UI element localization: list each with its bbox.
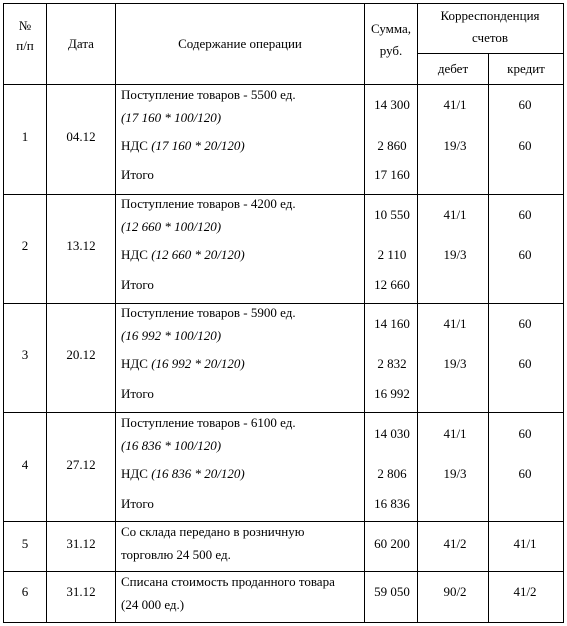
amount-value: 60 200 (374, 536, 410, 551)
debit-account: 41/1 (443, 207, 467, 222)
total-label: Итого (121, 496, 154, 511)
calc-formula: (17 160 * 100/120) (121, 110, 222, 125)
credit-account: 41/2 (513, 584, 537, 599)
amount-value: 2 806 (377, 466, 407, 481)
header-split-line (417, 53, 564, 54)
header-corr-line2: счетов (472, 30, 508, 45)
amount-value: 12 660 (374, 277, 410, 292)
row-divider (3, 303, 564, 304)
vat-formula: (12 660 * 20/120) (151, 247, 245, 262)
column-divider (417, 3, 418, 623)
table-border-bottom (3, 622, 564, 623)
amount-value: 14 300 (374, 97, 410, 112)
header-corr-line1: Корреспонденция (440, 8, 540, 23)
vat-formula: (16 992 * 20/120) (151, 356, 245, 371)
amount-value: 16 992 (374, 386, 410, 401)
debit-account: 19/3 (443, 466, 467, 481)
credit-account: 60 (518, 316, 532, 331)
calc-formula: (16 992 * 100/120) (121, 328, 222, 343)
vat-label: НДС (121, 247, 148, 262)
operation-text: Поступление товаров - 5500 ед. (121, 87, 296, 102)
row-date: 31.12 (66, 536, 96, 551)
row-num: 2 (21, 238, 29, 253)
row-num: 4 (21, 457, 29, 472)
vat-line (121, 356, 245, 372)
row-date: 04.12 (66, 129, 96, 144)
row-divider (3, 571, 564, 572)
amount-value: 2 110 (377, 247, 407, 262)
amount-value: 14 160 (374, 316, 410, 331)
debit-account: 41/1 (443, 426, 467, 441)
credit-account: 60 (518, 207, 532, 222)
amount-value: 17 160 (374, 167, 410, 182)
header-date: Дата (68, 36, 94, 51)
operation-text: Поступление товаров - 6100 ед. (121, 415, 296, 430)
vat-label: НДС (121, 138, 148, 153)
vat-line (121, 247, 245, 263)
debit-account: 41/1 (443, 316, 467, 331)
column-divider (115, 3, 116, 623)
debit-account: 19/3 (443, 138, 467, 153)
operation-text: Со склада передано в розничную (121, 524, 305, 539)
header-num-line2: п/п (16, 38, 34, 53)
operation-text: Списана стоимость проданного товара (121, 574, 335, 589)
row-divider (3, 412, 564, 413)
vat-line (121, 466, 245, 482)
total-label: Итого (121, 277, 154, 292)
calc-formula: (16 836 * 100/120) (121, 438, 222, 453)
credit-account: 60 (518, 97, 532, 112)
row-date: 20.12 (66, 347, 96, 362)
operation-text: торговлю 24 500 ед. (121, 547, 231, 562)
amount-value: 10 550 (374, 207, 410, 222)
credit-account: 60 (518, 138, 532, 153)
amount-value: 2 832 (377, 356, 407, 371)
calc-formula: (12 660 * 100/120) (121, 219, 222, 234)
debit-account: 19/3 (443, 247, 467, 262)
row-divider (3, 521, 564, 522)
header-debit: дебет (437, 61, 469, 76)
debit-account: 41/1 (443, 97, 467, 112)
row-divider (3, 194, 564, 195)
total-label: Итого (121, 167, 154, 182)
debit-account: 41/2 (443, 536, 467, 551)
credit-account: 60 (518, 426, 532, 441)
row-date: 31.12 (66, 584, 96, 599)
row-num: 3 (21, 347, 29, 362)
row-divider (3, 84, 564, 85)
header-amount-line2: руб. (379, 43, 403, 58)
column-divider (488, 53, 489, 623)
operation-text: Поступление товаров - 5900 ед. (121, 305, 296, 320)
amount-value: 2 860 (377, 138, 407, 153)
credit-account: 60 (518, 466, 532, 481)
vat-formula: (17 160 * 20/120) (151, 138, 245, 153)
amount-value: 16 836 (374, 496, 410, 511)
header-content: Содержание операции (178, 36, 302, 51)
vat-label: НДС (121, 356, 148, 371)
amount-value: 59 050 (374, 584, 410, 599)
credit-account: 60 (518, 356, 532, 371)
amount-value: 14 030 (374, 426, 410, 441)
header-amount-line1: Сумма, (370, 21, 412, 36)
debit-account: 90/2 (443, 584, 467, 599)
vat-label: НДС (121, 466, 148, 481)
credit-account: 60 (518, 247, 532, 262)
header-num-line1: № (18, 18, 32, 33)
operation-text: (24 000 ед.) (121, 597, 185, 612)
vat-formula: (16 836 * 20/120) (151, 466, 245, 481)
vat-line (121, 138, 245, 154)
row-date: 27.12 (66, 457, 96, 472)
credit-account: 41/1 (513, 536, 537, 551)
column-divider (364, 3, 365, 623)
table-border-right (563, 3, 564, 623)
table-border-top (3, 3, 564, 4)
row-num: 6 (21, 584, 29, 599)
header-credit: кредит (507, 61, 545, 76)
total-label: Итого (121, 386, 154, 401)
table-border-left (3, 3, 4, 623)
row-num: 5 (21, 536, 29, 551)
operation-text: Поступление товаров - 4200 ед. (121, 196, 296, 211)
row-num: 1 (21, 129, 29, 144)
row-date: 13.12 (66, 238, 96, 253)
column-divider (46, 3, 47, 623)
debit-account: 19/3 (443, 356, 467, 371)
